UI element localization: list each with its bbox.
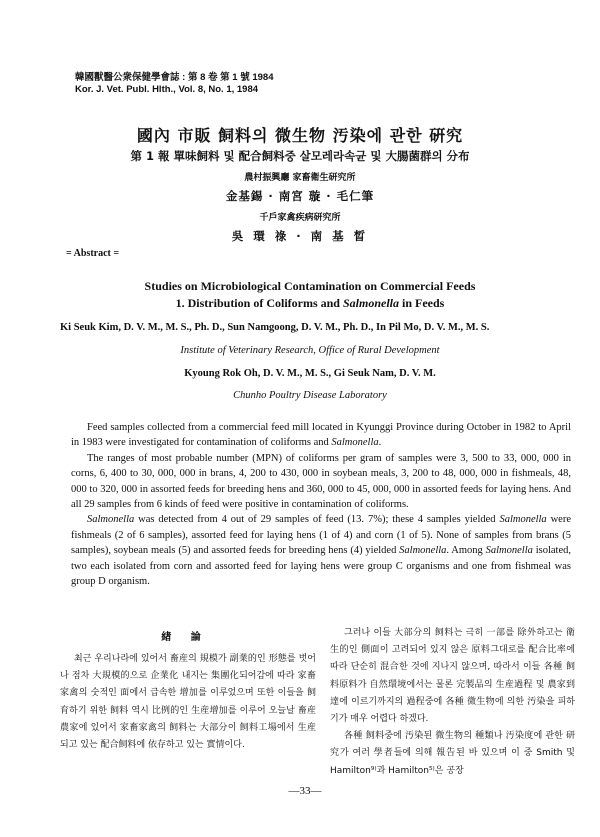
korean-subtitle: 第 1 報 單味飼料 및 配合飼料중 살모레라속균 및 大腸菌群의 分布 [130, 149, 470, 163]
english-institute-2: Chunho Poultry Disease Laboratory [233, 390, 387, 401]
body-paragraph: 최근 우리나라에 있어서 畜産의 規模가 副業的인 形態를 벗어나 점차 大規模的으로 企業化 내지는 集團化되어감에 따라 家畜家禽의 숫적인 面에서 급속한 增加를 이루었으며 또한 이들을 飼育하기 위한 飼料 역시 比例的인 生産增加를 이루어 오늘날 畜産農家에 있어서 家畜家禽의 飼料는 大部分이 飼料工場에서 生産되고 있는 配合飼料에 依存하고 있는 實情이다. [60, 654, 316, 751]
english-title-line-1: Studies on Microbiological Contamination on Commercial Feeds [144, 279, 476, 293]
abstract-paragraph: The ranges of most probable number (MPN) of coliforms per gram of samples were 3, 500 to 33, 000, 000 in corns, 6, 400 to 30, 000, 000 in brans, 4, 200 to 430, 000 in soybean meals, 3, 200 to 48, 000, 000 in fishmeals, 48, 000 to 320, 000 in assorted feeds for breeding hens and 360, 000 to 45, 000, 000 in assorted feeds for laying hens. And all 29 samples from 6 kinds of feed were positive in contamination of coliforms. [71, 452, 571, 511]
english-title [0, 278, 600, 312]
korean-authors-1: 金基錫 · 南宮 璇 · 毛仁筆 [225, 189, 375, 203]
korean-affiliation-1: 農村振興廳 家畜衛生研究所 [244, 173, 356, 183]
body-paragraph: 그러나 이들 大部分의 飼料는 극히 一部를 除外하고는 衛生的인 側面이 고려되어 있지 않은 原料그대로를 配合比率에 따라 단순히 混合한 것에 지나지 않으며, 따라서 이들 各種 飼料原料가 自然環境에서는 물론 完製品의 生産過程 및 農家到達에 이르기까지의 過程중에 各種 微生物에 의한 汚染을 피하기가 매우 어렵다 하겠다. [330, 628, 575, 725]
english-authors-1: Ki Seuk Kim, D. V. M., M. S., Ph. D., Sun Namgoong, D. V. M., Ph. D., In Pil Mo, D. V. M., M. S. [60, 322, 490, 333]
abstract-label: = Abstract = [66, 248, 120, 259]
english-title-line-2: 1. Distribution of Coliforms and Salmonella in Feeds [175, 296, 445, 310]
korean-authors-2: 吳 環 祿 · 南 基 晳 [231, 229, 369, 243]
page-number: —33— [288, 785, 322, 797]
abstract-paragraph: Feed samples collected from a commercial feed mill located in Kyunggi Province during October in 1982 to April in 1983 were investigated for contamination of coliforms and Salmonella. [71, 422, 571, 449]
korean-title: 國內 市販 飼料의 微生物 汚染에 관한 硏究 [136, 126, 464, 145]
journal-line-korean: 韓國獸醫公衆保健學會誌 : 第 8 卷 第 1 號 1984 [75, 72, 274, 83]
abstract-paragraph: Salmonella was detected from 4 out of 29 samples of feed (13. 7%); these 4 samples yielded Salmonella were fishmeals (2 of 6 samples), assorted feed for laying hens (1 of 4) and corn (1 of 5). None of samples from brans (5 samples), soybean meals (5) and assorted feeds for breeding hens (4) yielded Salmonella. Among Salmonella isolated, two each isolated from corn and assorted feed for laying hens were group C organisms and one from fishmeal was group D organism. [71, 514, 572, 588]
journal-line-english: Kor. J. Vet. Publ. Hlth., Vol. 8, No. 1, 1984 [75, 84, 259, 95]
body-paragraph: 各種 飼料중에 汚染된 微生物의 種類나 汚染度에 관한 研究가 여러 學者들에 의해 報告된 바 있으며 이 중 Smith 및 Hamilton⁹⁾과 Hamilton⁵⁾은 공장 [330, 731, 575, 776]
abstract-body [71, 420, 571, 589]
introduction-heading: 緖 論 [161, 632, 209, 643]
korean-affiliation-2: 千戶家禽疾病研究所 [259, 213, 341, 223]
right-column [330, 625, 575, 780]
journal-header [75, 72, 273, 96]
left-column [60, 651, 316, 754]
english-authors-2: Kyoung Rok Oh, D. V. M., M. S., Gi Seuk Nam, D. V. M. [184, 368, 436, 379]
english-institute-1: Institute of Veterinary Research, Office of Rural Development [180, 345, 440, 356]
